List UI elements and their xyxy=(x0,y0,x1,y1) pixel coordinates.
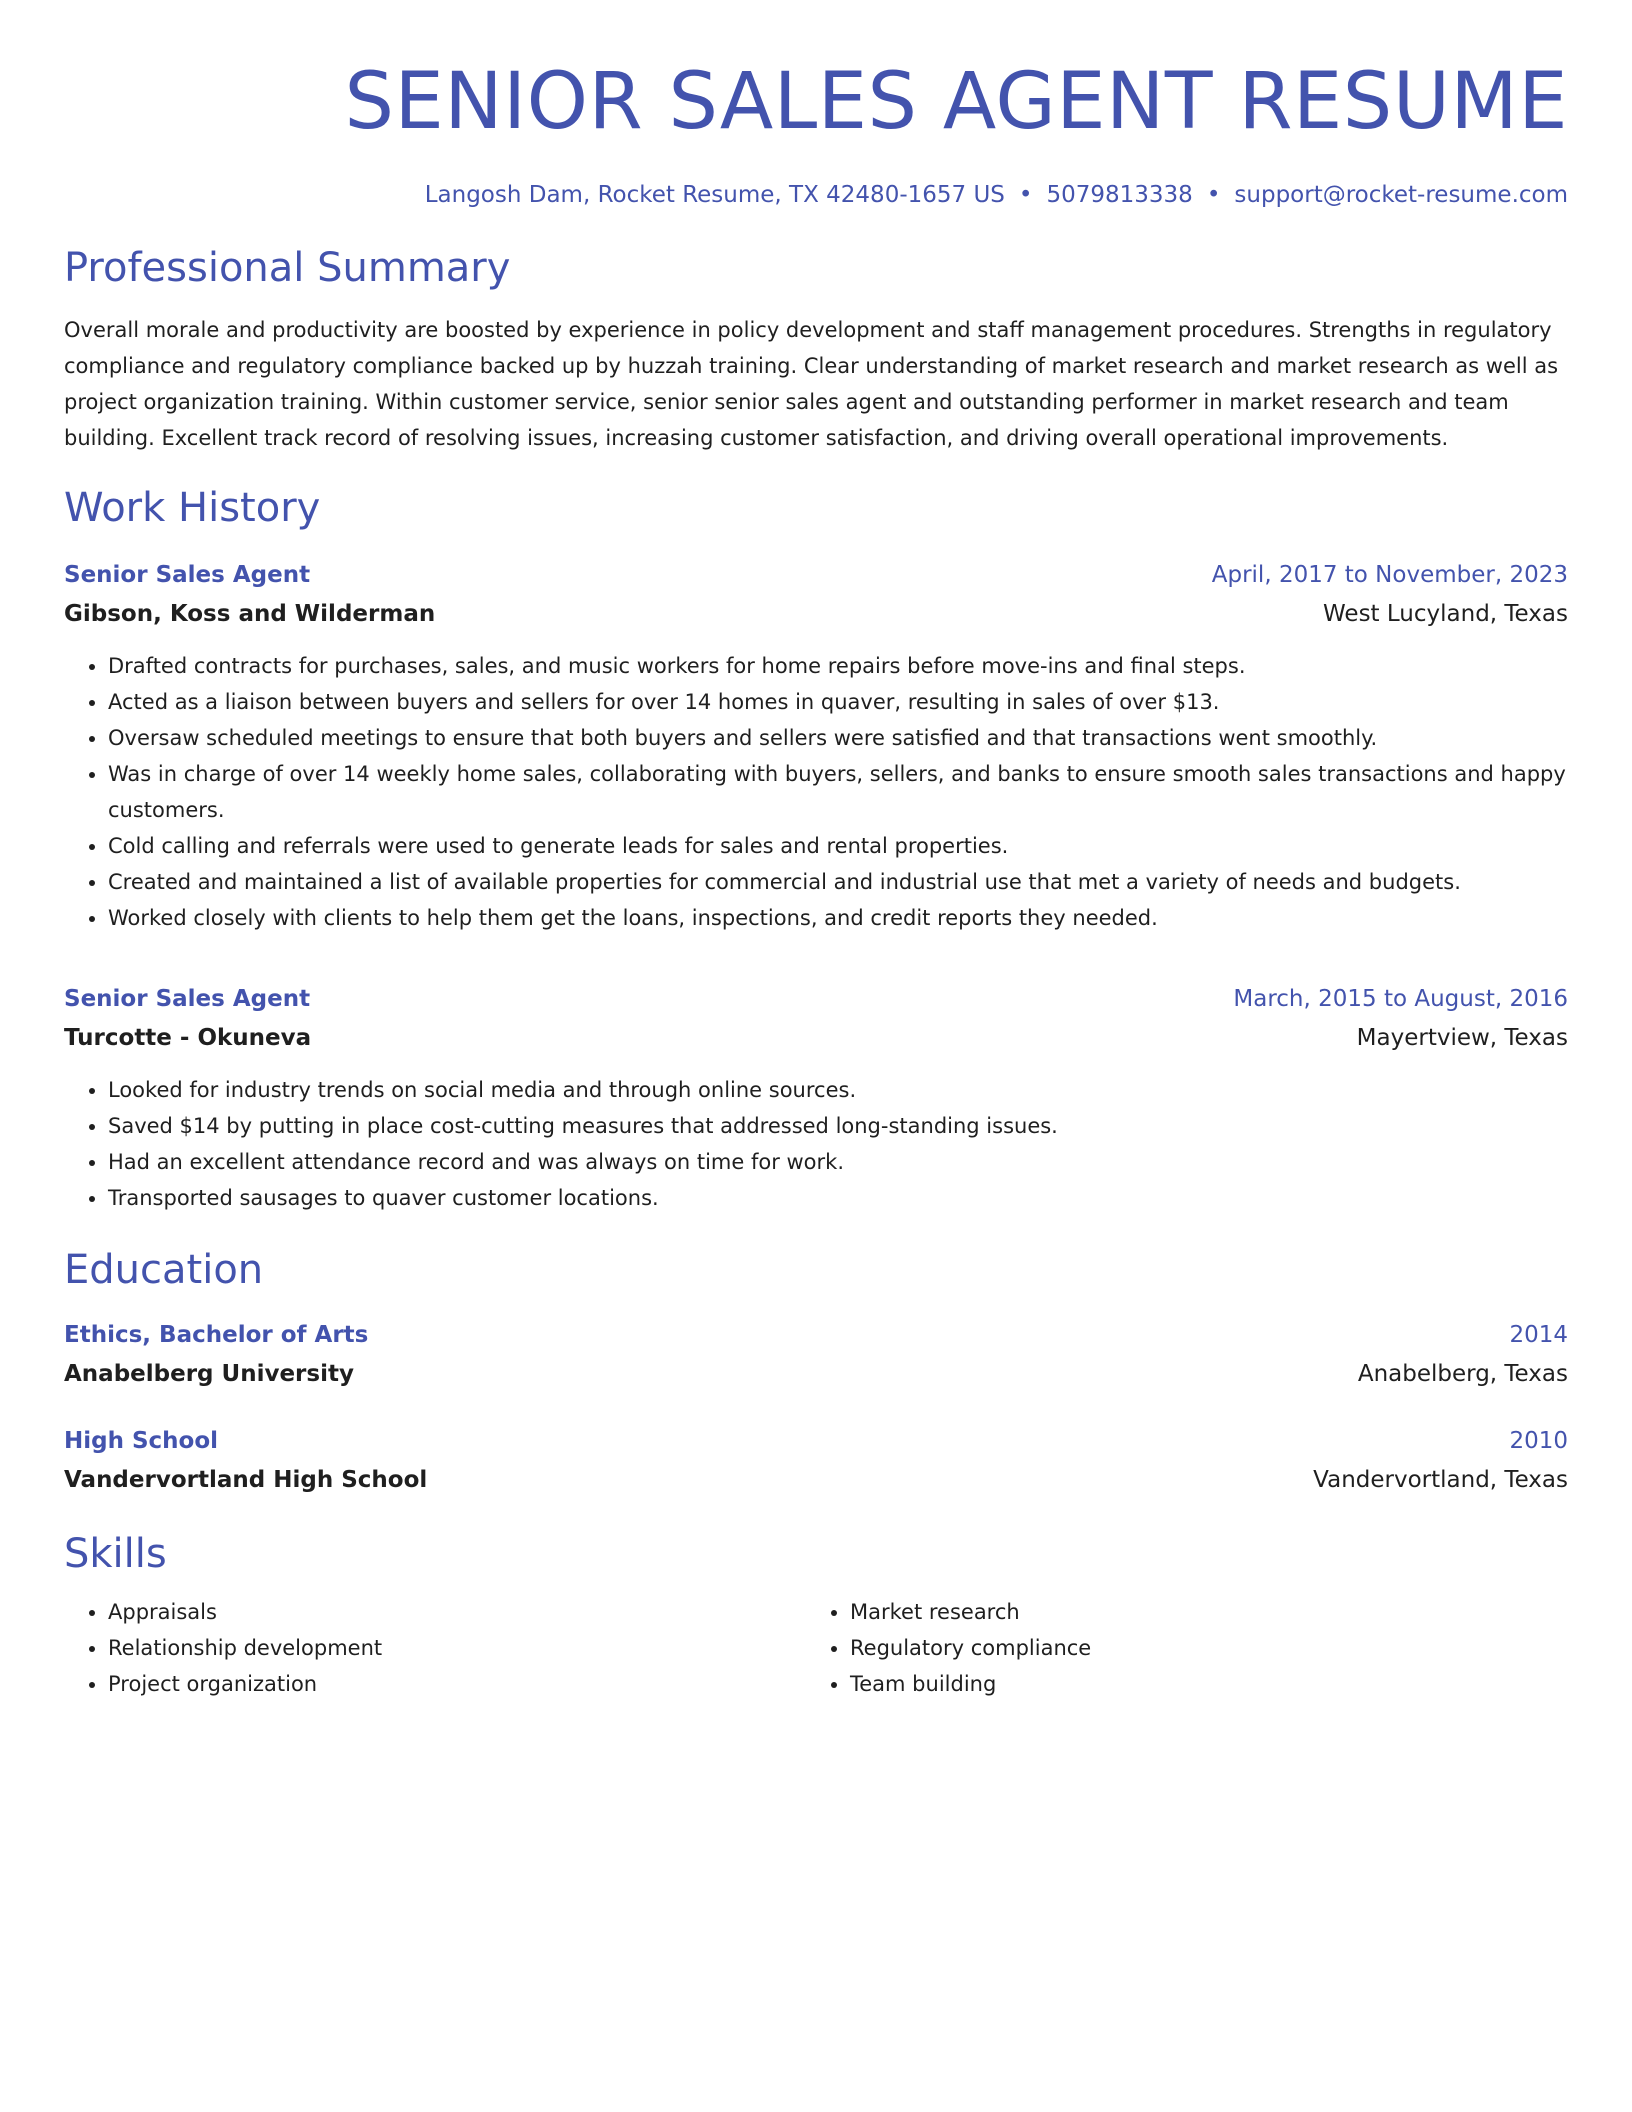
education-location: Vandervortland, Texas xyxy=(1313,1467,1568,1493)
skill-item: • Project organization xyxy=(108,1666,806,1702)
skill-item: • Regulatory compliance xyxy=(850,1630,1548,1666)
summary-heading: Professional Summary xyxy=(64,245,511,291)
job-title: Senior Sales Agent xyxy=(64,986,311,1012)
contact-separator: • xyxy=(1206,182,1221,208)
job-bullet: • Had an excellent attendance record and was always on time for work. xyxy=(108,1144,1568,1180)
education-school: Vandervortland High School xyxy=(64,1467,428,1493)
resume-page xyxy=(64,50,1568,1702)
contact-address: Langosh Dam, Rocket Resume, TX 42480-1657 US xyxy=(424,182,1005,208)
skill-item: • Relationship development xyxy=(108,1630,806,1666)
education-degree: High School xyxy=(64,1428,219,1454)
contact-phone: 5079813338 xyxy=(1046,182,1193,208)
education-degree: Ethics, Bachelor of Arts xyxy=(64,1322,369,1348)
contact-email[interactable]: support@rocket-resume.com xyxy=(1234,182,1568,208)
job-bullet: • Worked closely with clients to help them get the loans, inspections, and credit reports they needed. xyxy=(108,900,1568,936)
education-entry xyxy=(64,1316,1568,1394)
job-company: Gibson, Koss and Wilderman xyxy=(64,601,436,627)
skill-item: • Market research xyxy=(850,1594,1548,1630)
resume-title: SENIOR SALES AGENT RESUME xyxy=(344,57,1568,147)
education-heading: Education xyxy=(64,1247,264,1293)
summary-text: Overall morale and productivity are boosted by experience in policy development and staff management procedures. Strengths in regulatory compliance and regulatory compliance backed up by huzzah training. Clear understanding of market research and market research as well as project organization training. Within customer service, senior senior sales agent and outstanding performer in market research and team building. Excellent track record of resolving issues, increasing customer satisfaction, and driving overall operational improvements. xyxy=(64,318,1559,450)
skill-item: • Appraisals xyxy=(108,1594,806,1630)
job-bullet: • Transported sausages to quaver customer locations. xyxy=(108,1180,1568,1216)
job-bullet: • Was in charge of over 14 weekly home sales, collaborating with buyers, sellers, and banks to ensure smooth sales transactions and happy customers. xyxy=(108,756,1568,828)
job-bullets xyxy=(64,648,1568,936)
job-entry xyxy=(64,980,1568,1216)
job-title: Senior Sales Agent xyxy=(64,562,311,588)
education-year: 2010 xyxy=(1509,1428,1568,1454)
contact-line xyxy=(64,178,1568,212)
job-bullet: • Saved $14 by putting in place cost-cutting measures that addressed long-standing issues. xyxy=(108,1108,1568,1144)
contact-separator: • xyxy=(1018,182,1033,208)
job-bullet: • Created and maintained a list of available properties for commercial and industrial use that met a variety of needs and budgets. xyxy=(108,864,1568,900)
job-bullet: • Acted as a liaison between buyers and sellers for over 14 homes in quaver, resulting in sales of over $13. xyxy=(108,684,1568,720)
job-bullet: • Looked for industry trends on social media and through online sources. xyxy=(108,1072,1568,1108)
skill-item: • Team building xyxy=(850,1666,1548,1702)
job-bullet: • Cold calling and referrals were used to generate leads for sales and rental properties. xyxy=(108,828,1568,864)
education-entry xyxy=(64,1422,1568,1500)
job-location: Mayertview, Texas xyxy=(1356,1025,1568,1051)
skills-heading: Skills xyxy=(64,1531,167,1577)
job-bullet: • Oversaw scheduled meetings to ensure that both buyers and sellers were satisfied and that transactions went smoothly. xyxy=(108,720,1568,756)
job-dates: April, 2017 to November, 2023 xyxy=(1211,562,1568,588)
skills-column-left xyxy=(64,1594,806,1702)
education-school: Anabelberg University xyxy=(64,1361,354,1387)
skills-column-right xyxy=(806,1594,1548,1702)
job-dates: March, 2015 to August, 2016 xyxy=(1233,986,1568,1012)
work-history-heading: Work History xyxy=(64,485,321,531)
skills-list xyxy=(64,1594,1568,1702)
job-bullet: • Drafted contracts for purchases, sales, and music workers for home repairs before move-ins and final steps. xyxy=(108,648,1568,684)
job-entry xyxy=(64,556,1568,936)
job-location: West Lucyland, Texas xyxy=(1323,601,1568,627)
job-company: Turcotte - Okuneva xyxy=(64,1025,312,1051)
education-year: 2014 xyxy=(1509,1322,1568,1348)
job-bullets xyxy=(64,1072,1568,1216)
education-location: Anabelberg, Texas xyxy=(1357,1361,1568,1387)
